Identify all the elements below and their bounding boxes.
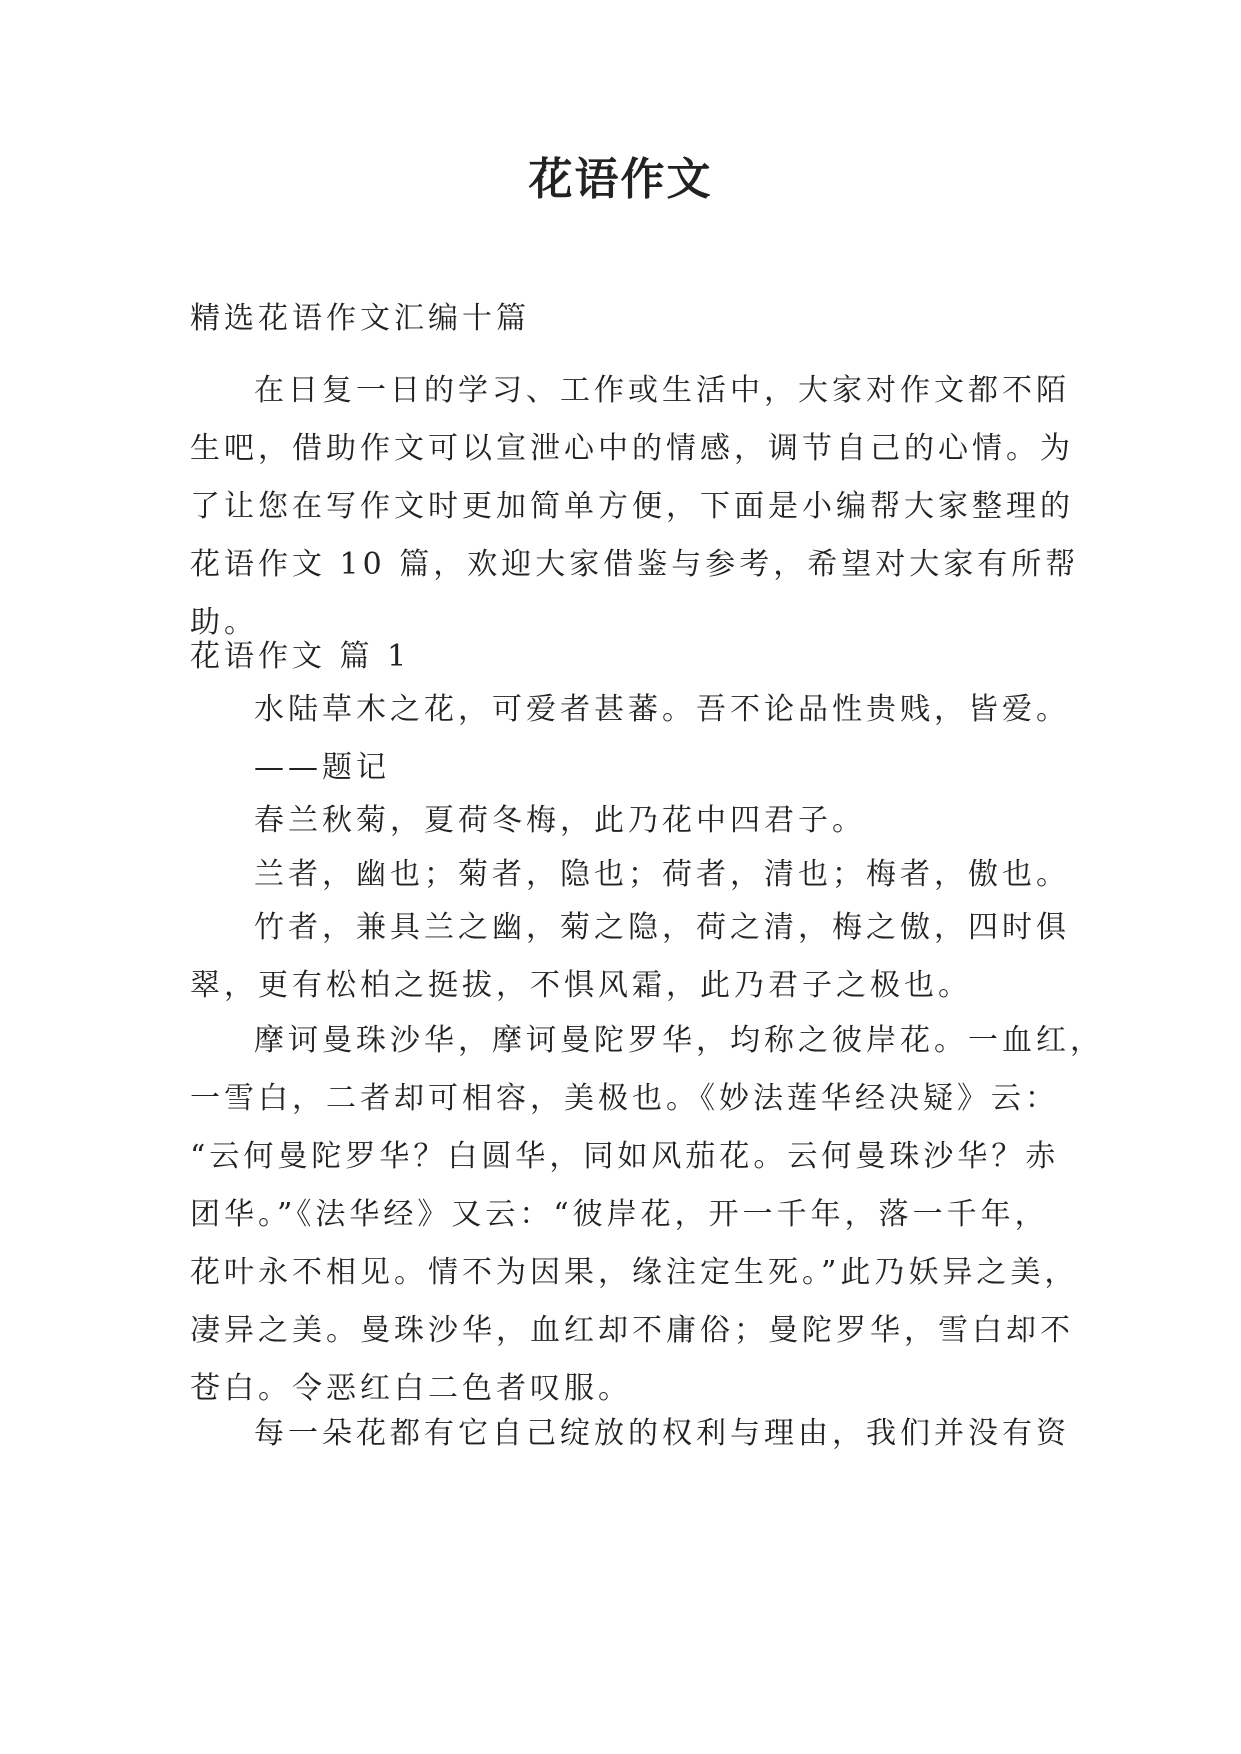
section-line: ——题记: [254, 750, 390, 785]
section-body: [190, 792, 1070, 850]
section-line: 竹者，兼具兰之幽，菊之隐，荷之清，梅之傲，四时俱: [254, 910, 1070, 945]
section-line: 兰者，幽也；菊者，隐也；荷者，清也；梅者，傲也。: [254, 857, 1070, 892]
section-body: [190, 1405, 1070, 1463]
intro-line: 在日复一日的学习、工作或生活中，大家对作文都不陌: [254, 373, 1070, 408]
section-line: 凄异之美。曼珠沙华，血红却不庸俗；曼陀罗华，雪白却不: [190, 1313, 1074, 1348]
intro-paragraph: [190, 362, 1080, 652]
section-line: 水陆草木之花，可爱者甚蕃。吾不论品性贵贱，皆爱。: [254, 692, 1070, 727]
section-body: [190, 681, 1070, 797]
section-line: 花叶永不相见。情不为因果，缘注定生死。”此乃妖异之美，: [190, 1255, 1079, 1290]
intro-line: 生吧，借助作文可以宣泄心中的情感，调节自己的心情。为: [190, 431, 1074, 466]
section-line: 翠，更有松柏之挺拔，不惧风霜，此乃君子之极也。: [190, 968, 972, 1003]
section-body: [190, 1012, 1104, 1418]
section-line: 每一朵花都有它自己绽放的权利与理由，我们并没有资: [254, 1416, 1070, 1451]
section-line: 团华。”《法华经》又云：“彼岸花，开一千年，落一千年，: [190, 1197, 1049, 1232]
section-heading: 花语作文 篇 1: [190, 639, 411, 674]
section-line: 春兰秋菊，夏荷冬梅，此乃花中四君子。: [254, 803, 866, 838]
section-line: “云何曼陀罗华？白圆华，同如风茄花。云何曼珠沙华？赤: [190, 1139, 1060, 1174]
intro-line: 助。: [190, 605, 258, 640]
document-title: 花语作文: [528, 154, 713, 205]
document-subtitle: 精选花语作文汇编十篇: [190, 301, 530, 336]
intro-line: 花语作文 10 篇，欢迎大家借鉴与参考，希望对大家有所帮: [190, 547, 1080, 582]
section-body: [190, 899, 1070, 1015]
section-body: [190, 846, 1070, 904]
section-line: 一雪白，二者却可相容，美极也。《妙法莲华经决疑》云：: [190, 1081, 1059, 1116]
intro-line: 了让您在写作文时更加简单方便，下面是小编帮大家整理的: [190, 489, 1074, 524]
section-line: 摩诃曼珠沙华，摩诃曼陀罗华，均称之彼岸花。一血红，: [254, 1023, 1104, 1058]
section-line: 苍白。令恶红白二色者叹服。: [190, 1371, 632, 1406]
